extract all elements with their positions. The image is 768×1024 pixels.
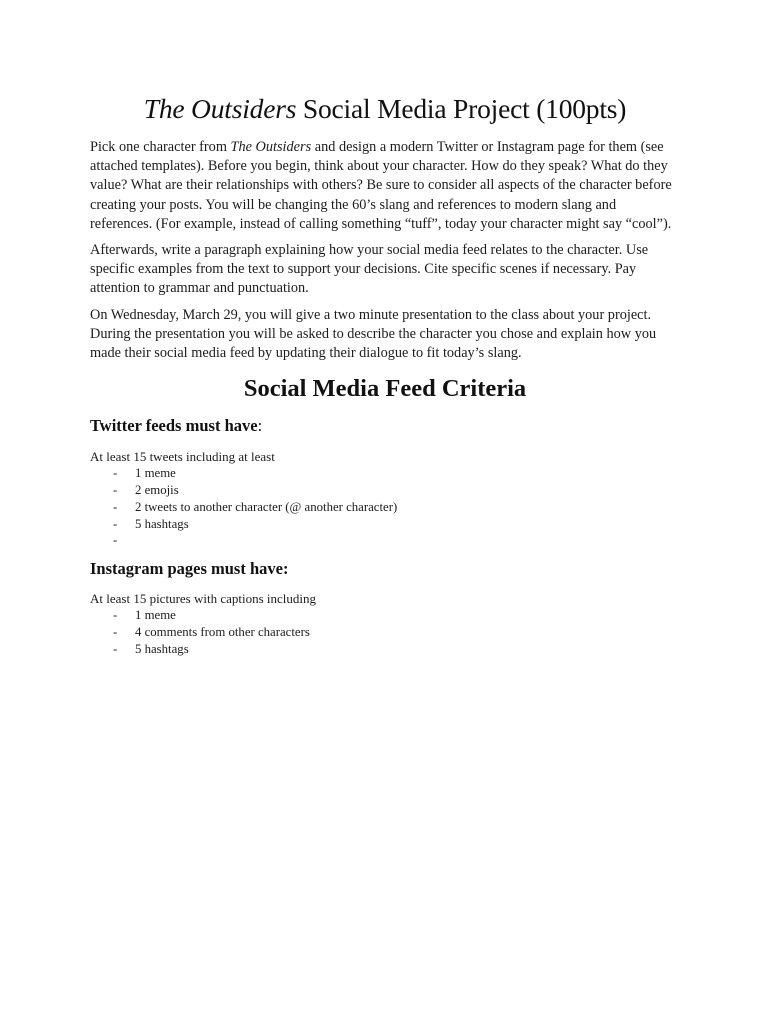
title-book-name: The Outsiders [143, 93, 297, 124]
title-rest: Social Media Project (100pts) [296, 93, 627, 124]
list-item [90, 465, 680, 482]
list-item [90, 607, 680, 624]
dash-marker: - [113, 516, 118, 531]
list-item [90, 532, 680, 549]
list-item-text: 2 emojis [135, 483, 179, 498]
twitter-list [90, 465, 680, 549]
presentation-paragraph: On Wednesday, March 29, you will give a two minute presentation to the class about your project. During the presentation you will be asked to describe the character you chose and explain how you made their social media feed by updating their dialogue to fit today’s slang. [90, 306, 657, 362]
list-item [90, 641, 680, 658]
twitter-heading-text: Twitter feeds must have [90, 416, 258, 436]
dash-marker: - [113, 466, 118, 481]
list-item-text: 2 tweets to another character (@ another character) [135, 499, 398, 514]
list-item [90, 516, 680, 533]
list-item [90, 482, 680, 499]
instagram-heading: Instagram pages must have: [90, 559, 289, 579]
intro-lead: Pick one character from [90, 139, 231, 155]
twitter-heading-colon: : [257, 416, 263, 436]
page-title [90, 92, 680, 126]
dash-marker: - [113, 625, 118, 640]
twitter-requirement: At least 15 tweets including at least [90, 449, 275, 465]
list-item-text: 1 meme [135, 466, 176, 481]
dash-marker: - [113, 608, 118, 623]
list-item-text: 1 meme [135, 608, 176, 623]
intro-paragraph [90, 138, 680, 234]
intro-book-name: The Outsiders [230, 139, 312, 155]
list-item-text: 5 hashtags [135, 641, 189, 656]
list-item [90, 624, 680, 641]
dash-marker: - [113, 483, 118, 498]
criteria-heading: Social Media Feed Criteria [243, 375, 527, 403]
dash-marker: - [113, 641, 118, 656]
document-page [90, 92, 680, 658]
twitter-heading [90, 416, 680, 436]
intro-body: and design a modern Twitter or Instagram page for them (see attached templates). Before you begin, think about your character. How do they speak? What do they value? What are their relationships with others? Be sure to consider all aspects of the character before creating your posts. You will be changing the 60’s slang and references to modern slang and references. (For example, instead of calling something “tuff”, today your character might say “cool”). [90, 139, 672, 232]
list-item [90, 499, 680, 516]
list-item-text: 4 comments from other characters [135, 625, 310, 640]
instagram-list [90, 607, 680, 657]
dash-marker: - [113, 499, 118, 514]
afterwards-paragraph: Afterwards, write a paragraph explaining how your social media feed relates to the character. Use specific examples from the text to support your decisions. Cite specific scenes if necessary. Pay attention to grammar and punctuation. [90, 242, 649, 297]
instagram-requirement: At least 15 pictures with captions including [90, 591, 317, 607]
dash-marker: - [113, 533, 118, 548]
list-item-text: 5 hashtags [135, 516, 189, 531]
